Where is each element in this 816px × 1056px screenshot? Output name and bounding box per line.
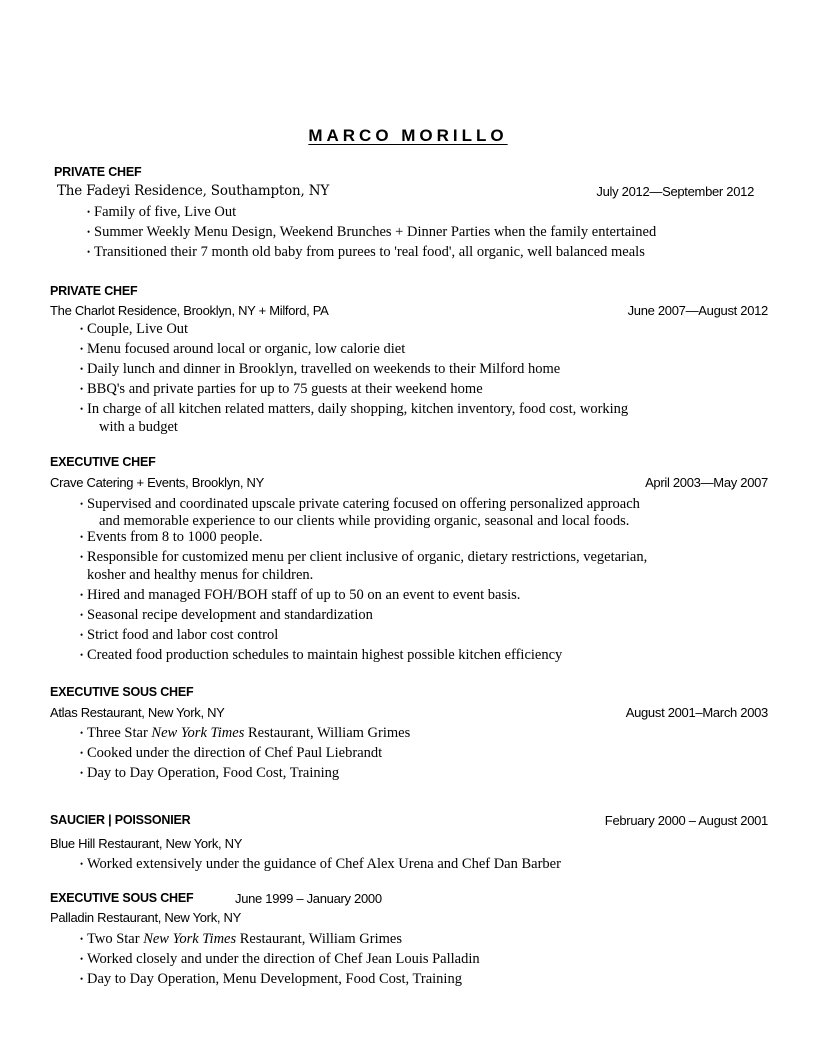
bullet-item: • Created food production schedules to maintain highest possible kitchen efficiency	[80, 646, 647, 664]
bullet-item: • Cooked under the direction of Chef Paul Liebrandt	[80, 744, 410, 762]
job-dates: April 2003—May 2007	[645, 475, 768, 490]
job-title: EXECUTIVE SOUS CHEF	[50, 685, 194, 699]
job-dates: August 2001–March 2003	[625, 705, 768, 720]
bullet-item: • Hired and managed FOH/BOH staff of up to 50 on an event to event basis.	[80, 586, 647, 604]
job-title: PRIVATE CHEF	[50, 284, 138, 298]
bullet-item: • Three Star New York Times Restaurant, William Grimes	[80, 724, 410, 742]
bullet-item: • Summer Weekly Menu Design, Weekend Brunches + Dinner Parties when the family entertained	[87, 223, 656, 241]
bullet-item: • In charge of all kitchen related matters, daily shopping, kitchen inventory, food cost, working with a budget	[80, 400, 628, 436]
job-dates: June 1999 – January 2000	[235, 891, 382, 906]
job-bullets	[80, 855, 561, 875]
bullet-item: • Family of five, Live Out	[87, 203, 656, 221]
bullet-item: • Supervised and coordinated upscale private catering focused on offering personalized approach and memorable experience to our clients while providing organic, seasonal and local foods.	[80, 495, 647, 530]
publication-name: New York Times	[143, 931, 237, 947]
job-title: PRIVATE CHEF	[54, 165, 142, 179]
job-title: EXECUTIVE SOUS CHEF	[50, 891, 194, 905]
bullet-item: • Worked extensively under the guidance of Chef Alex Urena and Chef Dan Barber	[80, 855, 561, 873]
publication-name: New York Times	[151, 725, 245, 741]
bullet-item: • Responsible for customized menu per client inclusive of organic, dietary restrictions, vegetarian, kosher and healthy menus for children.	[80, 548, 647, 584]
job-bullets	[87, 203, 656, 263]
bullet-item: • Two Star New York Times Restaurant, William Grimes	[80, 930, 480, 948]
bullet-item: • Transitioned their 7 month old baby from purees to 'real food', all organic, well balanced meals	[87, 243, 656, 261]
bullet-item: • BBQ's and private parties for up to 75 guests at their weekend home	[80, 380, 628, 398]
bullet-continuation: with a budget	[99, 419, 178, 435]
bullet-item: • Events from 8 to 1000 people.	[80, 528, 647, 546]
bullet-item: • Daily lunch and dinner in Brooklyn, travelled on weekends to their Milford home	[80, 360, 628, 378]
bullet-item: • Day to Day Operation, Food Cost, Training	[80, 764, 410, 782]
job-bullets	[80, 320, 628, 438]
bullet-continuation: and memorable experience to our clients while providing organic, seasonal and local foods.	[99, 513, 630, 529]
bullet-item: • Couple, Live Out	[80, 320, 628, 338]
bullet-item: • Seasonal recipe development and standardization	[80, 606, 647, 624]
job-organization: Blue Hill Restaurant, New York, NY	[50, 836, 243, 851]
job-bullets	[80, 495, 647, 666]
job-title: SAUCIER | POISSONIER	[50, 813, 191, 827]
name-text: MARCO MORILLO	[308, 126, 508, 145]
job-organization: The Charlot Residence, Brooklyn, NY + Milford, PA	[50, 303, 329, 318]
bullet-item: • Strict food and labor cost control	[80, 626, 647, 644]
job-bullets	[80, 724, 410, 784]
bullet-item: • Day to Day Operation, Menu Development, Food Cost, Training	[80, 970, 480, 988]
job-organization: Crave Catering + Events, Brooklyn, NY	[50, 475, 264, 490]
job-organization: Palladin Restaurant, New York, NY	[50, 910, 241, 925]
job-bullets	[80, 930, 480, 990]
job-title: EXECUTIVE CHEF	[50, 455, 156, 469]
job-dates: July 2012—September 2012	[596, 184, 754, 199]
job-dates: February 2000 – August 2001	[604, 813, 768, 828]
job-organization: Atlas Restaurant, New York, NY	[50, 705, 225, 720]
bullet-item: • Menu focused around local or organic, low calorie diet	[80, 340, 628, 358]
resume-name	[0, 126, 816, 146]
bullet-continuation: kosher and healthy menus for children.	[87, 567, 314, 583]
job-organization: The Fadeyi Residence, Southampton, NY	[57, 183, 330, 199]
bullet-item: • Worked closely and under the direction of Chef Jean Louis Palladin	[80, 950, 480, 968]
job-dates: June 2007—August 2012	[627, 303, 768, 318]
